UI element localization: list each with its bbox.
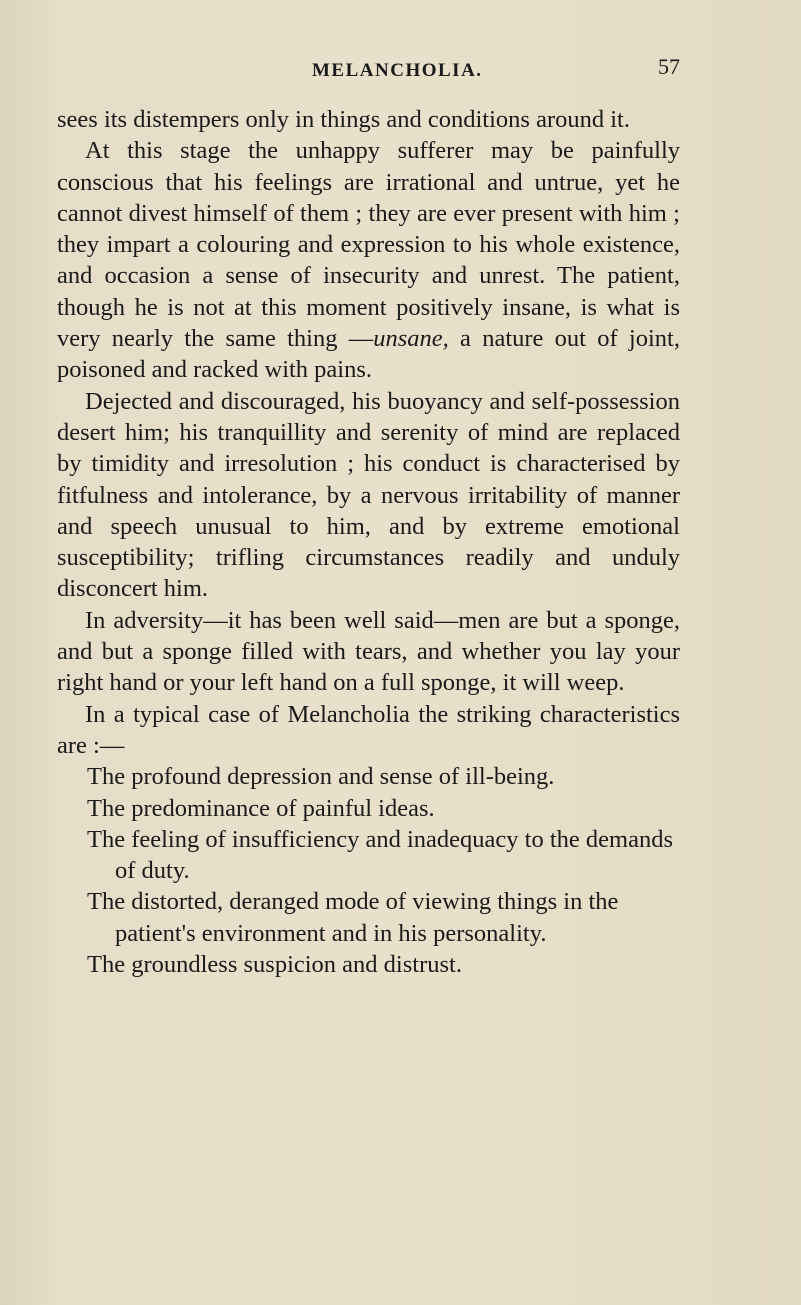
- emphasis-unsane: unsane,: [373, 325, 449, 353]
- running-head: MELANCHOLIA.: [312, 60, 483, 81]
- paragraph-3: Dejected and discouraged, his buoyancy and self-possession desert him; his tranquillity and serenity of mind are replaced by timidity and irresolution ; his conduct is characterised by fitfulness and intolerance, by a nervous irritability of manner and speech unusual to him, and by extreme emotional susceptibility; trifling circumstances readily and unduly disconcert him.: [57, 387, 680, 603]
- paragraph-4: In adversity—it has been well said—men are but a sponge, and but a sponge filled with tears, and whether you lay your right hand or your left hand on a full sponge, it will weep.: [57, 606, 680, 697]
- page-number: 57: [658, 54, 680, 79]
- page-header: [60, 54, 680, 90]
- list-item: The predominance of painful ideas.: [87, 794, 435, 822]
- list-item: The feeling of insufficiency and inadequacy to the demands of duty.: [87, 825, 673, 885]
- body-text: [57, 104, 680, 980]
- paragraph-2: [57, 135, 680, 385]
- paragraph-5: In a typical case of Melancholia the striking characteristics are :—: [57, 700, 680, 759]
- list-item: The distorted, deranged mode of viewing things in the patient's environment and in his personality.: [87, 888, 619, 947]
- paragraph-2-text: At this stage the unhappy sufferer may be painfully conscious that his feelings are irrational and untrue, yet he cannot divest himself of them ; they are ever present with him ; they impart a colouring and expression to his whole existence, and occasion a sense of insecurity and unrest. The patient, though he is not at this moment positively insane, is what is very nearly the same thing —: [57, 137, 680, 353]
- characteristics-list: [57, 761, 680, 980]
- list-item: The groundless suspicion and distrust.: [87, 951, 462, 979]
- list-item: The profound depression and sense of ill-being.: [87, 763, 555, 791]
- paragraph-1: sees its distempers only in things and conditions around it.: [57, 106, 630, 133]
- paragraph-2-tail: a nature out of joint, poisoned and racked with pains.: [57, 325, 680, 384]
